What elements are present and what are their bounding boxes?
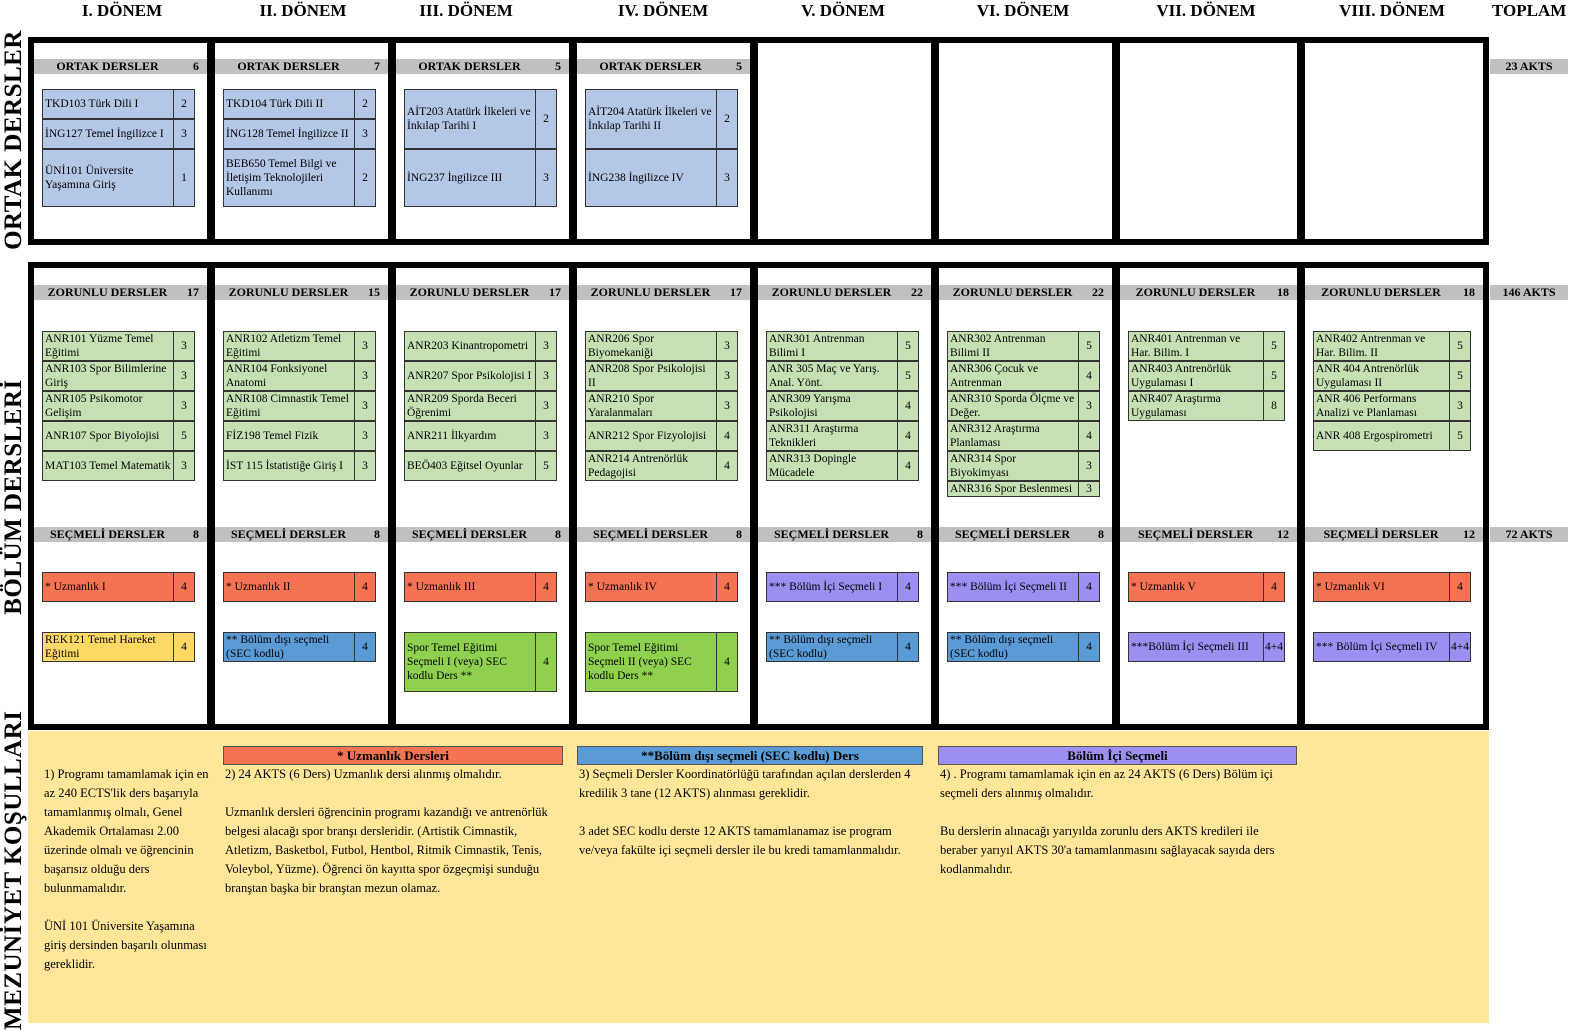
course-akts: 4 bbox=[716, 573, 737, 601]
course-box[interactable] bbox=[42, 421, 195, 451]
course-name: ANR309 Yarışma Psikolojisi bbox=[769, 393, 851, 419]
course-box[interactable] bbox=[1128, 361, 1285, 391]
course-name: ANR 305 Maç ve Yarış. Anal. Yönt. bbox=[769, 363, 880, 389]
course-box[interactable] bbox=[766, 391, 919, 421]
bar-label: SEÇMELİ DERSLER bbox=[773, 527, 890, 541]
elective-courses-bar bbox=[215, 527, 388, 542]
course-akts: 3 bbox=[173, 452, 194, 480]
mandatory-courses-bar bbox=[1305, 285, 1483, 300]
common-courses-bar bbox=[34, 59, 207, 74]
bar-label: ZORUNLU DERSLER bbox=[1135, 285, 1256, 299]
course-name: * Uzmanlık II bbox=[226, 581, 291, 593]
course-name: ÜNİ101 Üniversite Yaşamına Giriş bbox=[45, 165, 134, 191]
course-akts: 3 bbox=[1078, 392, 1099, 420]
course-name: *** Bölüm İçi Seçmeli IV bbox=[1316, 641, 1438, 653]
bar-label: SEÇMELİ DERSLER bbox=[230, 527, 347, 541]
course-box[interactable] bbox=[1313, 421, 1471, 451]
course-box[interactable] bbox=[42, 391, 195, 421]
course-akts: 4 bbox=[1078, 422, 1099, 450]
course-box[interactable] bbox=[1128, 572, 1285, 602]
course-box[interactable] bbox=[585, 361, 738, 391]
course-box[interactable] bbox=[766, 331, 919, 361]
legend-3: Bölüm İçi Seçmeli bbox=[938, 746, 1297, 765]
course-name: ANR402 Antrenman ve Har. Bilim. II bbox=[1316, 333, 1426, 359]
graduation-note-4 bbox=[940, 765, 1295, 898]
course-box[interactable] bbox=[947, 391, 1100, 421]
course-akts: 3 bbox=[354, 452, 375, 480]
course-box[interactable] bbox=[947, 421, 1100, 451]
course-name: ANR203 Kinantropometri bbox=[407, 340, 529, 352]
course-box[interactable] bbox=[585, 632, 738, 692]
mandatory-courses-bar bbox=[1120, 285, 1297, 300]
bar-credits: 17 bbox=[187, 285, 199, 299]
course-box[interactable] bbox=[223, 391, 376, 421]
note-paragraph: ÜNİ 101 Üniversite Yaşamına giriş dersinden başarılı olunması gereklidir. bbox=[44, 919, 207, 971]
bar-label: ORTAK DERSLER bbox=[599, 59, 702, 73]
semester-header: VIII. DÖNEM bbox=[1339, 1, 1445, 20]
course-box[interactable] bbox=[404, 361, 557, 391]
course-akts: 3 bbox=[1078, 482, 1099, 496]
course-akts: 5 bbox=[1449, 422, 1470, 450]
course-name: FİZ198 Temel Fizik bbox=[226, 430, 319, 442]
total-header: TOPLAM bbox=[1492, 1, 1567, 20]
course-name: ANR108 Cimnastik Temel Eğitimi bbox=[226, 393, 349, 419]
course-name: * Uzmanlık VI bbox=[1316, 581, 1385, 593]
common-total: 23 AKTS bbox=[1490, 59, 1568, 74]
course-name: ** Bölüm dışı seçmeli (SEC kodlu) bbox=[226, 634, 330, 660]
elective-courses-bar bbox=[34, 527, 207, 542]
course-name: * Uzmanlık I bbox=[45, 581, 106, 593]
elective-total: 72 AKTS bbox=[1490, 527, 1568, 542]
course-akts: 3 bbox=[535, 362, 556, 390]
bar-credits: 8 bbox=[917, 527, 923, 541]
semester-header: I. DÖNEM bbox=[81, 1, 163, 20]
course-akts: 4 bbox=[897, 452, 918, 480]
course-akts: 3 bbox=[354, 362, 375, 390]
course-akts: 4 bbox=[716, 422, 737, 450]
note-paragraph: 1) Programı tamamlamak için en az 240 ECTS'lik ders başarıyla tamamlanmış olmalı, Genel Akademik Ortalaması 2.00 üzerinde olmalı ve öğrencinin başarısız olduğu ders bulunmamalıdır. bbox=[44, 767, 209, 895]
course-akts: 5 bbox=[173, 422, 194, 450]
course-akts: 3 bbox=[173, 392, 194, 420]
course-name: ** Bölüm dışı seçmeli (SEC kodlu) bbox=[950, 634, 1054, 660]
course-name: ANR207 Spor Psikolojisi I bbox=[407, 370, 532, 382]
course-akts: 3 bbox=[1449, 392, 1470, 420]
course-name: ANR102 Atletizm Temel Eğitimi bbox=[226, 333, 342, 359]
course-akts: 4 bbox=[535, 633, 556, 691]
course-akts: 3 bbox=[173, 332, 194, 360]
note-paragraph: 2) 24 AKTS (6 Ders) Uzmanlık dersi alınmış olmalıdır. bbox=[225, 767, 502, 781]
course-box[interactable] bbox=[42, 89, 195, 119]
elective-courses-bar bbox=[1305, 527, 1483, 542]
mandatory-courses-bar bbox=[758, 285, 931, 300]
course-name: ANR401 Antrenman ve Har. Bilim. I bbox=[1131, 333, 1241, 359]
bar-credits: 12 bbox=[1463, 527, 1475, 541]
course-box[interactable] bbox=[1128, 391, 1285, 421]
course-box[interactable] bbox=[223, 331, 376, 361]
course-name: ANR316 Spor Beslenmesi bbox=[950, 483, 1073, 495]
course-akts: 2 bbox=[173, 90, 194, 118]
course-akts: 5 bbox=[1263, 332, 1284, 360]
course-box[interactable] bbox=[223, 149, 376, 207]
course-akts: 3 bbox=[716, 150, 737, 206]
course-akts: 3 bbox=[173, 120, 194, 148]
bar-label: ZORUNLU DERSLER bbox=[771, 285, 892, 299]
course-akts: 3 bbox=[354, 392, 375, 420]
course-name: TKD103 Türk Dili I bbox=[45, 98, 139, 110]
course-akts: 5 bbox=[1078, 332, 1099, 360]
semester-box bbox=[1299, 37, 1489, 245]
course-akts: 3 bbox=[354, 422, 375, 450]
course-box[interactable] bbox=[223, 361, 376, 391]
course-box[interactable] bbox=[42, 451, 195, 481]
course-box[interactable] bbox=[1128, 331, 1285, 361]
course-box[interactable] bbox=[766, 361, 919, 391]
course-box[interactable] bbox=[42, 572, 195, 602]
course-akts: 4 bbox=[897, 633, 918, 661]
elective-courses-bar bbox=[1120, 527, 1297, 542]
course-akts: 3 bbox=[716, 392, 737, 420]
common-courses-bar bbox=[577, 59, 750, 74]
course-name: ANR101 Yüzme Temel Eğitimi bbox=[45, 333, 154, 359]
elective-courses-bar bbox=[758, 527, 931, 542]
course-name: AİT204 Atatürk İlkeleri ve İnkılap Tarihi II bbox=[588, 106, 712, 132]
bar-credits: 15 bbox=[368, 285, 380, 299]
course-name: ANR208 Spor Psikolojisi II bbox=[588, 363, 706, 389]
bar-label: SEÇMELİ DERSLER bbox=[592, 527, 709, 541]
course-akts: 2 bbox=[354, 90, 375, 118]
graduation-note-2 bbox=[225, 765, 560, 917]
course-box[interactable] bbox=[223, 89, 376, 119]
course-name: ANR 406 Performans Analizi ve Planlaması bbox=[1316, 393, 1417, 419]
bar-credits: 17 bbox=[730, 285, 742, 299]
course-akts: 3 bbox=[716, 362, 737, 390]
course-akts: 4+4 bbox=[1449, 633, 1470, 661]
course-name: ANR104 Fonksiyonel Anatomi bbox=[226, 363, 328, 389]
bar-label: ZORUNLU DERSLER bbox=[952, 285, 1073, 299]
course-akts: 3 bbox=[535, 332, 556, 360]
course-name: ANR214 Antrenörlük Pedagojisi bbox=[588, 453, 688, 479]
course-name: ANR 408 Ergospirometri bbox=[1316, 430, 1433, 442]
course-box[interactable] bbox=[585, 149, 738, 207]
course-name: ANR301 Antrenman Bilimi I bbox=[769, 333, 865, 359]
bar-credits: 8 bbox=[736, 527, 742, 541]
note-paragraph: 3 adet SEC kodlu derste 12 AKTS tamamlanamaz ise program ve/veya fakülte içi seçmeli dersler ile bu kredi tamamlanmalıdır. bbox=[579, 824, 901, 857]
course-name: İST 115 İstatistiğe Giriş I bbox=[226, 460, 343, 472]
course-box[interactable] bbox=[947, 361, 1100, 391]
course-box[interactable] bbox=[766, 632, 919, 662]
side-label-common: ORTAK DERSLER bbox=[0, 30, 27, 250]
bar-label: SEÇMELİ DERSLER bbox=[1323, 527, 1439, 541]
course-box[interactable] bbox=[404, 632, 557, 692]
note-paragraph: 3) Seçmeli Dersler Koordinatörlüğü tarafından açılan derslerden 4 kredilik 3 tane (12 AKTS) alınması gereklidir. bbox=[579, 767, 911, 800]
course-box[interactable] bbox=[585, 331, 738, 361]
course-akts: 4 bbox=[1078, 573, 1099, 601]
mandatory-courses-bar bbox=[396, 285, 569, 300]
common-courses-bar bbox=[396, 59, 569, 74]
bar-credits: 6 bbox=[193, 59, 199, 73]
course-name: BEÖ403 Eğitsel Oyunlar bbox=[407, 460, 523, 472]
semester-header: II. DÖNEM bbox=[259, 1, 347, 20]
course-box[interactable] bbox=[1313, 391, 1471, 421]
semester-header: IV. DÖNEM bbox=[617, 1, 709, 20]
course-name: ANR105 Psikomotor Gelişim bbox=[45, 393, 143, 419]
course-akts: 4 bbox=[1078, 362, 1099, 390]
course-akts: 4 bbox=[897, 573, 918, 601]
bar-label: ZORUNLU DERSLER bbox=[409, 285, 530, 299]
bar-credits: 8 bbox=[193, 527, 199, 541]
course-box[interactable] bbox=[947, 331, 1100, 361]
course-box[interactable] bbox=[766, 421, 919, 451]
course-name: ***Bölüm İçi Seçmeli III bbox=[1131, 641, 1249, 653]
course-name: AİT203 Atatürk İlkeleri ve İnkılap Tarihi I bbox=[407, 106, 531, 132]
bar-label: ZORUNLU DERSLER bbox=[47, 285, 168, 299]
course-name: REK121 Temel Hareket Eğitimi bbox=[45, 634, 156, 660]
course-akts: 8 bbox=[1263, 392, 1284, 420]
course-name: ** Bölüm dışı seçmeli (SEC kodlu) bbox=[769, 634, 873, 660]
bar-credits: 8 bbox=[1098, 527, 1104, 541]
bar-label: ZORUNLU DERSLER bbox=[228, 285, 349, 299]
course-akts: 4 bbox=[1449, 573, 1470, 601]
course-box[interactable] bbox=[766, 572, 919, 602]
course-box[interactable] bbox=[585, 391, 738, 421]
course-name: ANR313 Dopingle Mücadele bbox=[769, 453, 857, 479]
course-akts: 5 bbox=[1449, 332, 1470, 360]
course-name: İNG238 İngilizce IV bbox=[588, 172, 684, 184]
course-akts: 3 bbox=[535, 150, 556, 206]
course-name: ANR311 Araştırma Teknikleri bbox=[769, 423, 859, 449]
bar-label: ORTAK DERSLER bbox=[237, 59, 340, 73]
course-name: Spor Temel Eğitimi Seçmeli I (veya) SEC kodlu Ders ** bbox=[407, 642, 507, 682]
course-akts: 4 bbox=[1263, 573, 1284, 601]
course-box[interactable] bbox=[404, 89, 557, 149]
bar-label: SEÇMELİ DERSLER bbox=[411, 527, 528, 541]
course-box[interactable] bbox=[766, 451, 919, 481]
graduation-note-3 bbox=[579, 765, 921, 879]
course-box[interactable] bbox=[223, 572, 376, 602]
elective-courses-bar bbox=[396, 527, 569, 542]
course-box[interactable] bbox=[404, 421, 557, 451]
bar-credits: 22 bbox=[1092, 285, 1104, 299]
graduation-note-1 bbox=[44, 765, 216, 993]
bar-credits: 5 bbox=[736, 59, 742, 73]
semester-box bbox=[1114, 37, 1303, 245]
course-name: ANR103 Spor Bilimlerine Giriş bbox=[45, 363, 167, 389]
course-box[interactable] bbox=[42, 119, 195, 149]
course-name: ANR209 Sporda Beceri Öğrenimi bbox=[407, 393, 517, 419]
course-name: ANR107 Spor Biyolojisi bbox=[45, 430, 160, 442]
legend-1: * Uzmanlık Dersleri bbox=[223, 746, 563, 765]
course-akts: 4 bbox=[716, 452, 737, 480]
course-box[interactable] bbox=[585, 451, 738, 481]
bar-label: SEÇMELİ DERSLER bbox=[954, 527, 1071, 541]
semester-header: VI. DÖNEM bbox=[976, 1, 1070, 20]
course-box[interactable] bbox=[42, 361, 195, 391]
bar-credits: 5 bbox=[555, 59, 561, 73]
course-box[interactable] bbox=[585, 572, 738, 602]
course-akts: 5 bbox=[1263, 362, 1284, 390]
course-name: *** Bölüm İçi Seçmeli II bbox=[950, 581, 1067, 593]
course-akts: 5 bbox=[1449, 362, 1470, 390]
bar-credits: 22 bbox=[911, 285, 923, 299]
course-box[interactable] bbox=[1313, 632, 1471, 662]
mandatory-courses-bar bbox=[215, 285, 388, 300]
semester-box bbox=[752, 37, 937, 245]
course-box[interactable] bbox=[1313, 331, 1471, 361]
course-box[interactable] bbox=[404, 451, 557, 481]
bar-label: ORTAK DERSLER bbox=[56, 59, 159, 73]
course-box[interactable] bbox=[42, 331, 195, 361]
course-akts: 5 bbox=[535, 452, 556, 480]
bar-credits: 7 bbox=[374, 59, 380, 73]
side-label-graduation: MEZUNİYET KOŞULLARI bbox=[0, 710, 27, 1030]
course-name: Spor Temel Eğitimi Seçmeli II (veya) SEC kodlu Ders ** bbox=[588, 642, 692, 682]
course-box[interactable] bbox=[947, 572, 1100, 602]
course-box[interactable] bbox=[404, 391, 557, 421]
course-akts: 4 bbox=[354, 633, 375, 661]
course-name: ANR312 Araştırma Planlaması bbox=[950, 423, 1040, 449]
course-name: * Uzmanlık III bbox=[407, 581, 476, 593]
course-box[interactable] bbox=[1313, 361, 1471, 391]
course-akts: 4 bbox=[173, 633, 194, 661]
elective-courses-bar bbox=[939, 527, 1112, 542]
note-paragraph: 4) . Programı tamamlamak için en az 24 AKTS (6 Ders) Bölüm içi seçmeli ders alınmış olmalıdır. bbox=[940, 767, 1273, 800]
course-akts: 2 bbox=[716, 90, 737, 148]
course-name: * Uzmanlık V bbox=[1131, 581, 1196, 593]
course-name: ANR302 Antrenman Bilimi II bbox=[950, 333, 1046, 359]
course-akts: 4 bbox=[897, 422, 918, 450]
course-box[interactable] bbox=[223, 119, 376, 149]
course-akts: 5 bbox=[897, 332, 918, 360]
course-box[interactable] bbox=[404, 331, 557, 361]
bar-credits: 8 bbox=[555, 527, 561, 541]
course-box[interactable] bbox=[42, 149, 195, 207]
course-akts: 3 bbox=[535, 422, 556, 450]
course-box[interactable] bbox=[404, 149, 557, 207]
course-akts: 2 bbox=[354, 150, 375, 206]
course-name: ANR314 Spor Biyokimyası bbox=[950, 453, 1017, 479]
mandatory-courses-bar bbox=[577, 285, 750, 300]
course-name: * Uzmanlık IV bbox=[588, 581, 657, 593]
mandatory-courses-bar bbox=[34, 285, 207, 300]
course-box[interactable] bbox=[1128, 632, 1285, 662]
bar-label: ORTAK DERSLER bbox=[418, 59, 521, 73]
mandatory-total: 146 AKTS bbox=[1490, 285, 1568, 300]
course-akts: 2 bbox=[535, 90, 556, 148]
course-name: MAT103 Temel Matematik bbox=[45, 460, 171, 472]
course-akts: 3 bbox=[354, 332, 375, 360]
course-akts: 3 bbox=[1078, 452, 1099, 480]
course-akts: 3 bbox=[354, 120, 375, 148]
bar-label: ZORUNLU DERSLER bbox=[1321, 285, 1441, 299]
course-box[interactable] bbox=[585, 421, 738, 451]
course-name: TKD104 Türk Dili II bbox=[226, 98, 324, 110]
course-name: İNG128 Temel İngilizce II bbox=[226, 128, 349, 140]
semester-header: VII. DÖNEM bbox=[1156, 1, 1256, 20]
course-name: *** Bölüm İçi Seçmeli I bbox=[769, 581, 883, 593]
bar-label: ZORUNLU DERSLER bbox=[590, 285, 711, 299]
course-box[interactable] bbox=[947, 481, 1100, 497]
bar-credits: 12 bbox=[1277, 527, 1289, 541]
course-box[interactable] bbox=[42, 632, 195, 662]
course-akts: 3 bbox=[173, 362, 194, 390]
course-akts: 3 bbox=[535, 392, 556, 420]
bar-credits: 18 bbox=[1277, 285, 1289, 299]
course-box[interactable] bbox=[404, 572, 557, 602]
course-box[interactable] bbox=[947, 632, 1100, 662]
course-name: BEB650 Temel Bilgi ve İletişim Teknolojileri Kullanımı bbox=[226, 158, 337, 198]
mandatory-courses-bar bbox=[939, 285, 1112, 300]
course-akts: 3 bbox=[716, 332, 737, 360]
course-akts: 4 bbox=[535, 573, 556, 601]
course-name: İNG237 İngilizce III bbox=[407, 172, 503, 184]
course-name: ANR306 Çocuk ve Antrenman bbox=[950, 363, 1039, 389]
course-name: ANR310 Sporda Ölçme ve Değer. bbox=[950, 393, 1075, 419]
course-name: ANR212 Spor Fizyolojisi bbox=[588, 430, 707, 442]
common-courses-bar bbox=[215, 59, 388, 74]
note-paragraph: Uzmanlık dersleri öğrencinin programı kazandığı ve antrenörlük belgesi alacağı spor branşı dersleridir. (Artistik Cimnastik, Atletizm, Basketbol, Futbol, Hentbol, Ritmik Cimnastik, Tenis, Voleybol, Yüzme). Öğrenci ön kayıtta spor özgeçmişi sunduğu branştan başka bir branştan mezun olamaz. bbox=[225, 805, 548, 895]
course-akts: 4 bbox=[897, 392, 918, 420]
side-label-department: BÖLÜM DERSLERİ bbox=[0, 379, 27, 615]
course-name: ANR403 Antrenörlük Uygulaması I bbox=[1131, 363, 1231, 389]
course-akts: 5 bbox=[897, 362, 918, 390]
bar-label: SEÇMELİ DERSLER bbox=[49, 527, 166, 541]
note-paragraph: Bu derslerin alınacağı yarıyılda zorunlu ders AKTS kredileri ile beraber yarıyıl AKTS 30'a tamamlanmasını sağlayacak sayıda ders kodlanmalıdır. bbox=[940, 824, 1275, 876]
course-name: ANR407 Araştırma Uygulaması bbox=[1131, 393, 1221, 419]
course-akts: 4 bbox=[173, 573, 194, 601]
course-box[interactable] bbox=[585, 89, 738, 149]
bar-credits: 18 bbox=[1463, 285, 1475, 299]
course-name: ANR210 Spor Yaralanmaları bbox=[588, 393, 655, 419]
course-box[interactable] bbox=[223, 451, 376, 481]
course-box[interactable] bbox=[1313, 572, 1471, 602]
course-name: İNG127 Temel İngilizce I bbox=[45, 128, 164, 140]
bar-credits: 17 bbox=[549, 285, 561, 299]
bar-credits: 8 bbox=[374, 527, 380, 541]
course-akts: 4 bbox=[716, 633, 737, 691]
course-akts: 4 bbox=[1078, 633, 1099, 661]
course-box[interactable] bbox=[223, 632, 376, 662]
course-akts: 1 bbox=[173, 150, 194, 206]
elective-courses-bar bbox=[577, 527, 750, 542]
semester-header: III. DÖNEM bbox=[419, 1, 513, 20]
course-box[interactable] bbox=[223, 421, 376, 451]
course-name: ANR211 İlkyardım bbox=[407, 430, 497, 442]
legend-2: **Bölüm dışı seçmeli (SEC kodlu) Ders bbox=[577, 746, 923, 765]
semester-box bbox=[933, 37, 1118, 245]
course-akts: 4 bbox=[354, 573, 375, 601]
course-name: ANR206 Spor Biyomekaniği bbox=[588, 333, 655, 359]
course-box[interactable] bbox=[947, 451, 1100, 481]
course-name: ANR 404 Antrenörlük Uygulaması II bbox=[1316, 363, 1419, 389]
course-akts: 4+4 bbox=[1263, 633, 1284, 661]
bar-label: SEÇMELİ DERSLER bbox=[1137, 527, 1254, 541]
semester-header: V. DÖNEM bbox=[801, 1, 885, 20]
